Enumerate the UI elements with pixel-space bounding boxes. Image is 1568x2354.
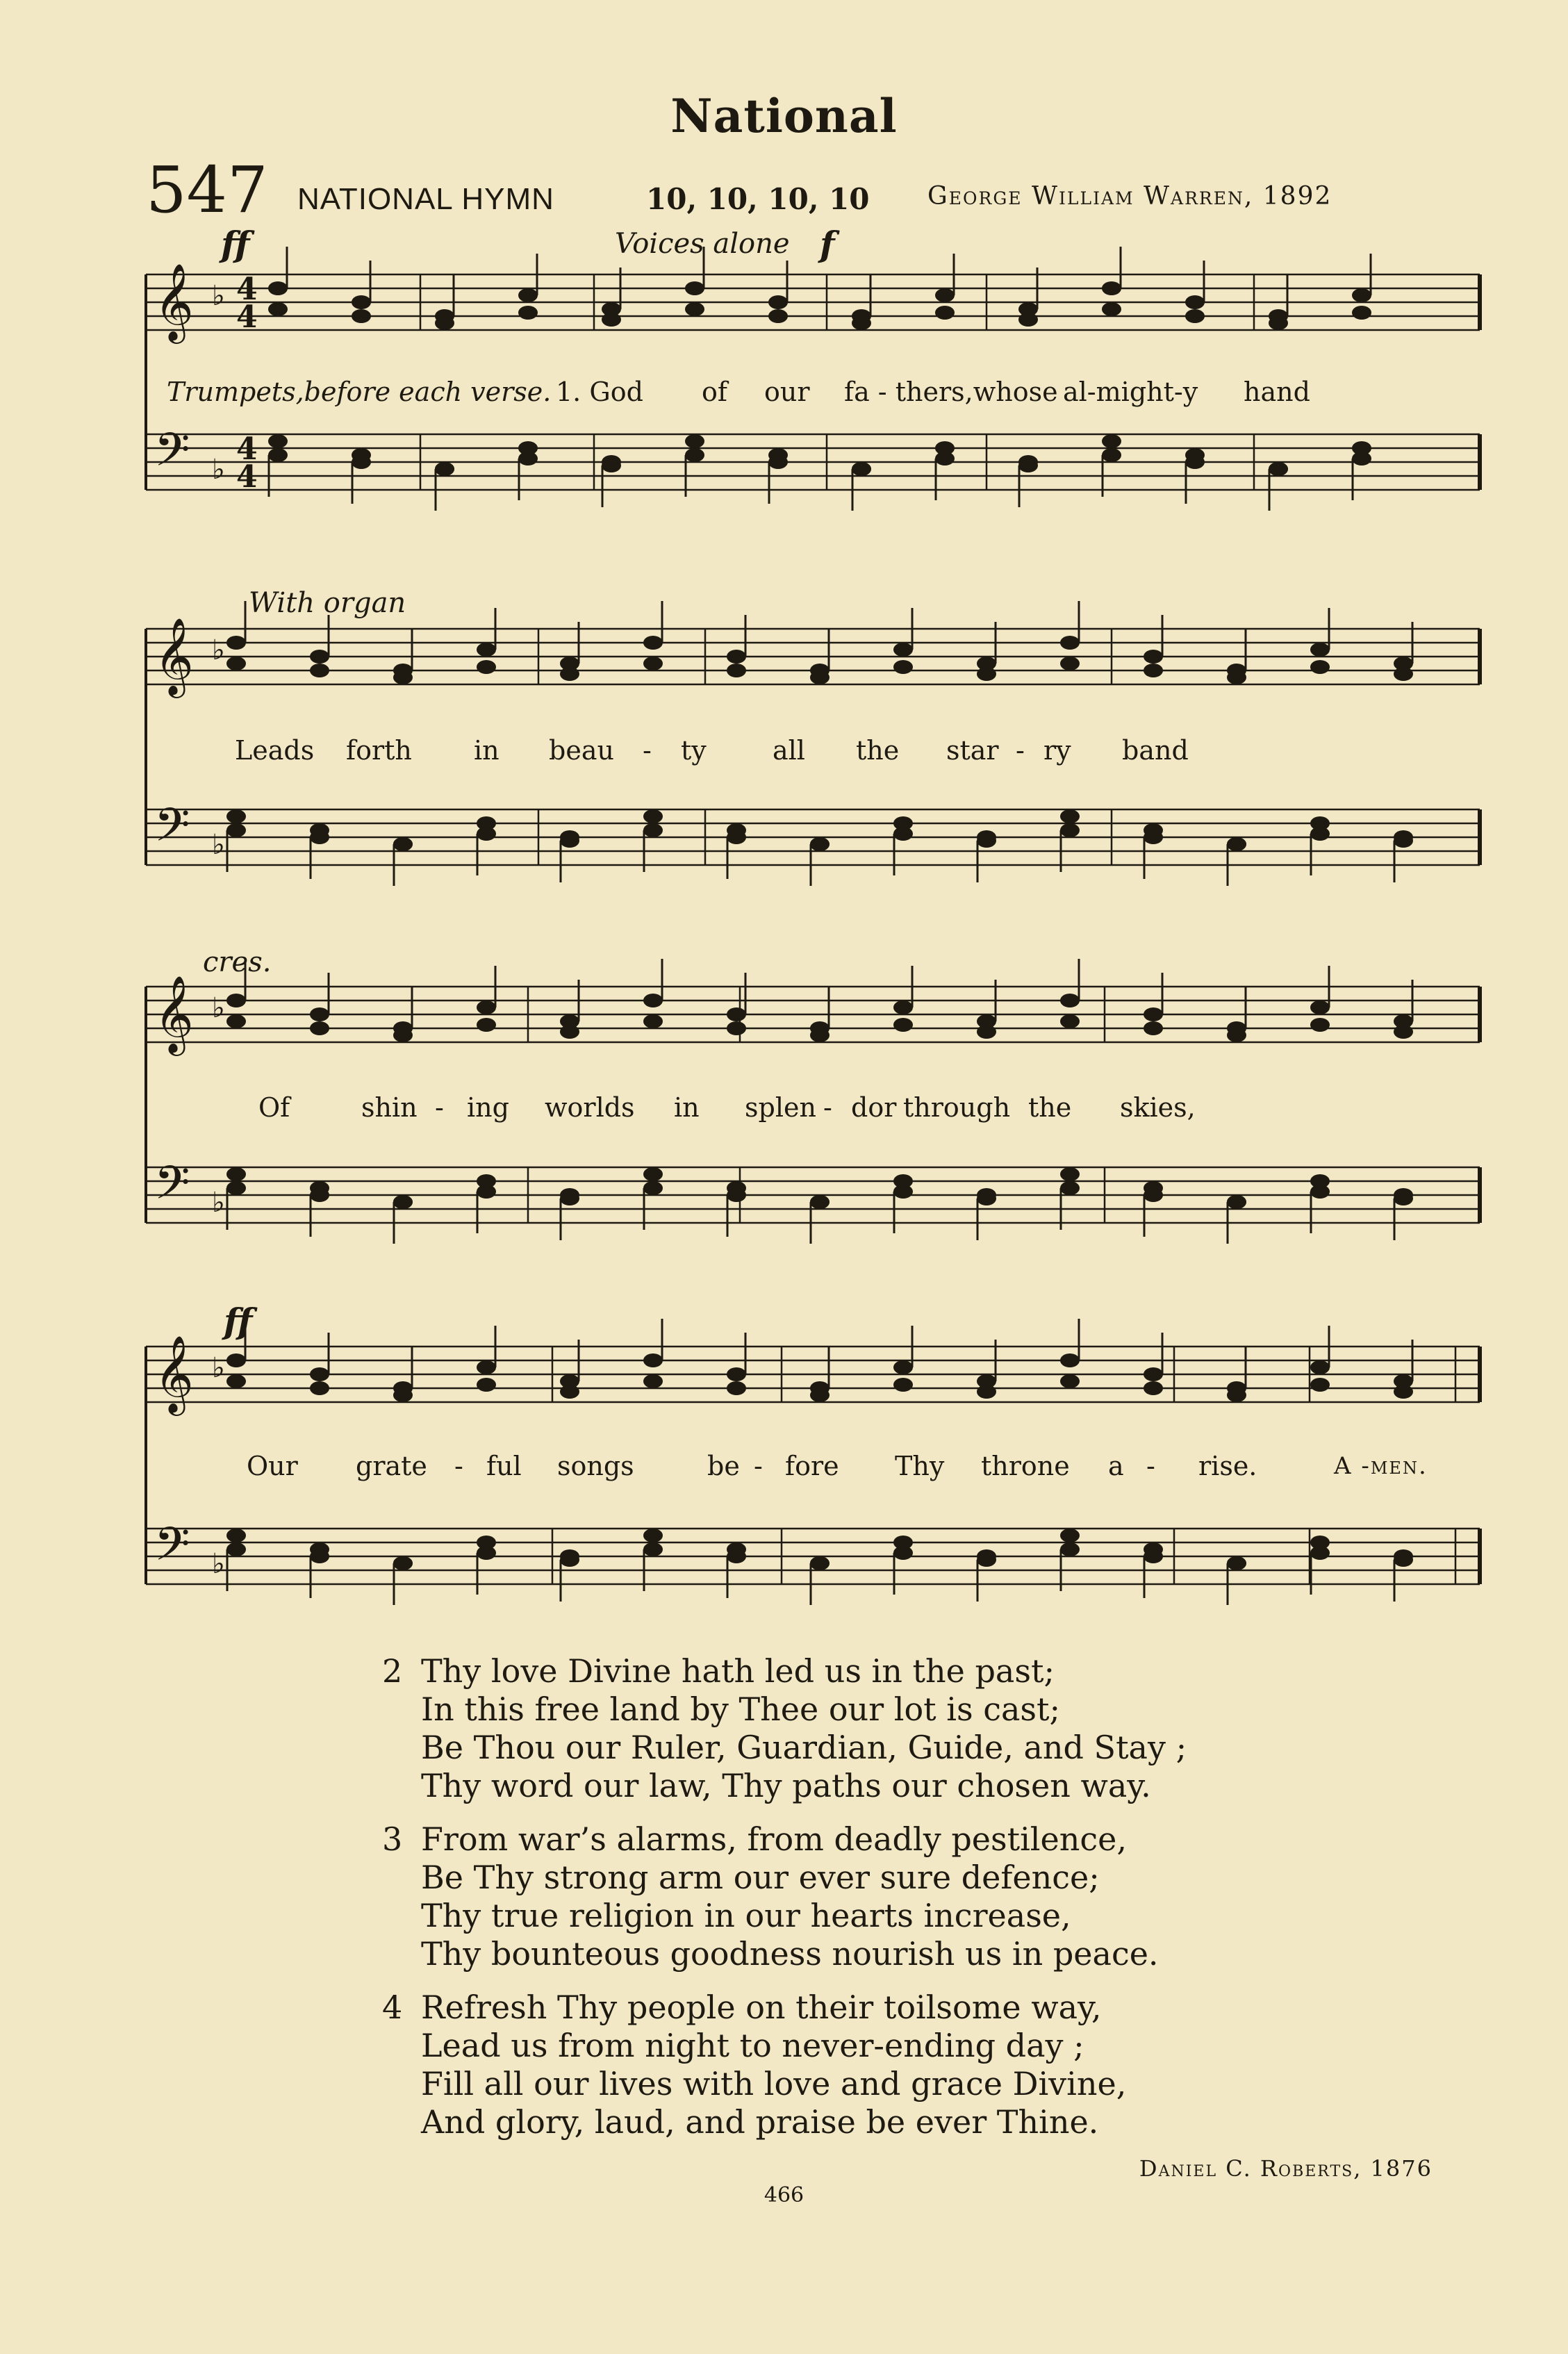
tune-name: NATIONAL HYMN bbox=[297, 182, 554, 216]
stanza-3 bbox=[382, 1820, 1187, 1973]
lyric: beau bbox=[549, 735, 614, 766]
flat-icon: ♭ bbox=[212, 280, 225, 312]
notehead bbox=[1310, 816, 1330, 830]
notehead bbox=[602, 455, 621, 469]
verse-line: Thy bounteous goodness nourish us in peace. bbox=[421, 1935, 1159, 1973]
verse-line: Lead us from night to never-ending day ; bbox=[421, 2027, 1084, 2064]
notehead bbox=[477, 1378, 496, 1392]
notehead bbox=[602, 313, 621, 327]
notehead bbox=[1310, 1378, 1330, 1392]
notehead bbox=[1352, 288, 1371, 302]
notehead bbox=[1018, 455, 1038, 469]
bass-clef-icon: 𝄢 bbox=[154, 1156, 190, 1221]
notehead bbox=[685, 434, 704, 448]
notehead bbox=[310, 1367, 329, 1381]
notehead bbox=[935, 306, 955, 320]
notehead bbox=[1060, 657, 1080, 670]
notehead bbox=[1060, 1529, 1080, 1542]
notehead bbox=[727, 1021, 746, 1035]
notehead bbox=[1060, 1181, 1080, 1195]
notehead bbox=[310, 1542, 329, 1556]
notehead bbox=[727, 1181, 746, 1195]
notehead bbox=[477, 1536, 496, 1549]
verse-line: In this free land by Thee our lot is cast; bbox=[421, 1690, 1060, 1728]
notehead bbox=[477, 643, 496, 657]
notehead bbox=[893, 1174, 913, 1188]
notehead bbox=[1060, 1014, 1080, 1028]
stanza-number: 3 bbox=[382, 1820, 403, 1858]
lyric: skies, bbox=[1120, 1092, 1196, 1123]
lyric: dor bbox=[851, 1092, 897, 1123]
notehead bbox=[977, 1188, 996, 1202]
notehead bbox=[893, 1001, 913, 1014]
flat-icon: ♭ bbox=[212, 992, 225, 1024]
lyric: worlds bbox=[545, 1092, 635, 1123]
lyric: fore bbox=[785, 1451, 839, 1481]
flat-icon: ♭ bbox=[212, 829, 225, 861]
notehead bbox=[643, 1529, 663, 1542]
notehead bbox=[852, 462, 871, 476]
notehead bbox=[226, 809, 246, 823]
flat-icon: ♭ bbox=[212, 1548, 225, 1580]
lyric: fa - thers,whose bbox=[844, 377, 1058, 407]
notehead bbox=[977, 667, 996, 681]
stanzas bbox=[382, 1652, 1187, 2157]
section-title: National bbox=[670, 89, 898, 143]
notehead bbox=[810, 1556, 830, 1570]
notehead bbox=[393, 1388, 413, 1402]
notehead bbox=[477, 1018, 496, 1032]
lyric: of bbox=[702, 377, 727, 407]
notehead bbox=[643, 1542, 663, 1556]
notehead bbox=[560, 1025, 579, 1039]
notehead bbox=[1394, 667, 1413, 681]
notehead bbox=[1144, 1542, 1163, 1556]
page-number: 466 bbox=[764, 2183, 804, 2207]
amen: A -men. bbox=[1334, 1452, 1428, 1480]
notehead bbox=[1227, 1195, 1246, 1209]
notehead bbox=[1394, 1385, 1413, 1399]
lyric: ry bbox=[1043, 735, 1071, 766]
notehead bbox=[643, 1181, 663, 1195]
notehead bbox=[560, 1385, 579, 1399]
verse-line: Be Thy strong arm our ever sure defence; bbox=[421, 1859, 1100, 1896]
notehead bbox=[643, 1374, 663, 1388]
text-author: Daniel C. Roberts, 1876 bbox=[1139, 2155, 1433, 2182]
stanza-2 bbox=[382, 1652, 1187, 1805]
notehead bbox=[893, 660, 913, 674]
notehead bbox=[226, 1542, 246, 1556]
stanza-number: 2 bbox=[382, 1652, 403, 1690]
notehead bbox=[810, 1195, 830, 1209]
trumpets-direction: Trumpets,before each verse. bbox=[167, 377, 552, 407]
notehead bbox=[893, 816, 913, 830]
notehead bbox=[1394, 1025, 1413, 1039]
lyric: - bbox=[1146, 1451, 1155, 1481]
notehead bbox=[810, 1028, 830, 1042]
notehead bbox=[1227, 670, 1246, 684]
notehead bbox=[435, 316, 454, 330]
notehead bbox=[1394, 830, 1413, 844]
composer: George William Warren, 1892 bbox=[927, 182, 1332, 211]
notehead bbox=[1310, 1001, 1330, 1014]
notehead bbox=[1060, 823, 1080, 837]
notehead bbox=[1018, 313, 1038, 327]
notehead bbox=[393, 837, 413, 851]
notehead bbox=[1310, 1536, 1330, 1549]
notehead bbox=[518, 306, 538, 320]
with-organ-direction: With organ bbox=[249, 587, 406, 619]
time-signature: 4 bbox=[236, 431, 258, 467]
notehead bbox=[1310, 1174, 1330, 1188]
flat-icon: ♭ bbox=[212, 634, 225, 666]
notehead bbox=[310, 823, 329, 837]
treble-clef-icon: 𝄞 bbox=[154, 617, 194, 695]
notehead bbox=[226, 1353, 246, 1367]
verse-line: Be Thou our Ruler, Guardian, Guide, and Stay ; bbox=[421, 1729, 1187, 1766]
lyric: songs bbox=[557, 1451, 634, 1481]
lyric: throne bbox=[981, 1451, 1070, 1481]
verse-line: And glory, laud, and praise be ever Thine. bbox=[421, 2103, 1099, 2141]
lyric: shin bbox=[361, 1092, 418, 1123]
treble-clef-icon: 𝄞 bbox=[154, 1335, 194, 1413]
notehead bbox=[560, 667, 579, 681]
notehead bbox=[727, 823, 746, 837]
notehead bbox=[1060, 994, 1080, 1007]
lyric: grate bbox=[356, 1451, 427, 1481]
notehead bbox=[435, 462, 454, 476]
notehead bbox=[1060, 1167, 1080, 1181]
notehead bbox=[977, 830, 996, 844]
lyric: Leads bbox=[235, 735, 315, 766]
notehead bbox=[727, 650, 746, 664]
notehead bbox=[310, 664, 329, 677]
notehead bbox=[1060, 1353, 1080, 1367]
notehead bbox=[1185, 448, 1205, 462]
notehead bbox=[1144, 650, 1163, 664]
notehead bbox=[727, 1007, 746, 1021]
time-signature: 4 bbox=[236, 272, 258, 307]
notehead bbox=[1144, 1007, 1163, 1021]
notehead bbox=[643, 1167, 663, 1181]
treble-clef-icon: 𝄞 bbox=[154, 975, 194, 1053]
lyric: hand bbox=[1244, 377, 1310, 407]
lyric: splen bbox=[745, 1092, 816, 1123]
notehead bbox=[810, 1388, 830, 1402]
notehead bbox=[643, 1014, 663, 1028]
treble-clef-icon: 𝄞 bbox=[154, 263, 194, 340]
flat-icon: ♭ bbox=[212, 1352, 225, 1384]
notehead bbox=[560, 830, 579, 844]
lyric: Thy bbox=[895, 1451, 945, 1481]
bass-clef-icon: 𝄢 bbox=[154, 1517, 190, 1582]
notehead bbox=[477, 816, 496, 830]
notehead bbox=[810, 837, 830, 851]
notehead bbox=[1310, 1018, 1330, 1032]
lyric: star bbox=[946, 735, 999, 766]
notehead bbox=[1102, 302, 1121, 316]
notehead bbox=[1310, 643, 1330, 657]
cres-direction: cres. bbox=[203, 946, 272, 978]
notehead bbox=[768, 309, 788, 323]
lyric: our bbox=[764, 377, 810, 407]
notehead bbox=[977, 1385, 996, 1399]
lyric: ing bbox=[467, 1092, 509, 1123]
notehead bbox=[560, 1549, 579, 1563]
notehead bbox=[393, 670, 413, 684]
notehead bbox=[643, 823, 663, 837]
notehead bbox=[226, 1014, 246, 1028]
lyric: Our bbox=[247, 1451, 298, 1481]
lyric: - bbox=[823, 1092, 832, 1123]
notehead bbox=[1102, 448, 1121, 462]
time-signature: 4 bbox=[236, 459, 258, 495]
notehead bbox=[727, 1542, 746, 1556]
notehead bbox=[226, 636, 246, 650]
bass-clef-icon: 𝄢 bbox=[154, 423, 190, 488]
hymn-number: 547 bbox=[146, 153, 268, 227]
notehead bbox=[893, 1536, 913, 1549]
notehead bbox=[1310, 1360, 1330, 1374]
dynamic-ff: ff bbox=[224, 1301, 253, 1342]
notehead bbox=[643, 994, 663, 1007]
lyric: ty bbox=[681, 735, 707, 766]
notehead bbox=[1102, 434, 1121, 448]
lyric: - bbox=[435, 1092, 444, 1123]
notehead bbox=[1310, 660, 1330, 674]
notehead bbox=[643, 1353, 663, 1367]
notehead bbox=[1144, 1381, 1163, 1395]
lyric: in bbox=[474, 735, 500, 766]
notehead bbox=[1060, 1542, 1080, 1556]
notehead bbox=[352, 295, 371, 309]
lyric: - bbox=[454, 1451, 463, 1481]
notehead bbox=[852, 316, 871, 330]
notehead bbox=[893, 1018, 913, 1032]
notehead bbox=[893, 1360, 913, 1374]
notehead bbox=[226, 1374, 246, 1388]
notehead bbox=[1102, 281, 1121, 295]
voices-alone-direction: Voices alone bbox=[615, 228, 790, 260]
notehead bbox=[935, 441, 955, 455]
notehead bbox=[1185, 309, 1205, 323]
lyric: ful bbox=[486, 1451, 522, 1481]
notehead bbox=[810, 670, 830, 684]
notehead bbox=[1227, 1556, 1246, 1570]
notehead bbox=[1144, 664, 1163, 677]
lyric: rise. bbox=[1198, 1451, 1257, 1481]
notehead bbox=[893, 643, 913, 657]
notehead bbox=[477, 1174, 496, 1188]
lyric: band bbox=[1122, 735, 1189, 766]
notehead bbox=[893, 1378, 913, 1392]
notehead bbox=[643, 657, 663, 670]
notehead bbox=[768, 448, 788, 462]
notehead bbox=[477, 1360, 496, 1374]
notehead bbox=[1394, 1549, 1413, 1563]
notehead bbox=[226, 1529, 246, 1542]
notehead bbox=[268, 448, 288, 462]
notehead bbox=[352, 309, 371, 323]
notehead bbox=[310, 1181, 329, 1195]
notehead bbox=[1185, 295, 1205, 309]
notehead bbox=[226, 823, 246, 837]
stanza-number: 4 bbox=[382, 1989, 403, 2026]
lyric: - bbox=[643, 735, 652, 766]
notehead bbox=[1060, 636, 1080, 650]
notehead bbox=[477, 660, 496, 674]
verse-line: From war’s alarms, from deadly pestilence, bbox=[421, 1820, 1127, 1858]
notehead bbox=[1227, 1388, 1246, 1402]
notehead bbox=[1144, 1367, 1163, 1381]
verse-line: Refresh Thy people on their toilsome way, bbox=[421, 1989, 1102, 2026]
lyric: al-might-y bbox=[1063, 377, 1198, 407]
flat-icon: ♭ bbox=[212, 454, 225, 486]
notehead bbox=[685, 281, 704, 295]
notehead bbox=[226, 1167, 246, 1181]
notehead bbox=[1269, 462, 1288, 476]
notehead bbox=[727, 664, 746, 677]
notehead bbox=[685, 448, 704, 462]
lyric: - bbox=[754, 1451, 763, 1481]
notehead bbox=[393, 1028, 413, 1042]
lyric: the bbox=[1028, 1092, 1072, 1123]
notehead bbox=[1060, 809, 1080, 823]
notehead bbox=[268, 281, 288, 295]
notehead bbox=[1394, 1188, 1413, 1202]
flat-icon: ♭ bbox=[212, 1187, 225, 1219]
notehead bbox=[643, 809, 663, 823]
notehead bbox=[393, 1195, 413, 1209]
notehead bbox=[268, 302, 288, 316]
lyric: in bbox=[674, 1092, 700, 1123]
dynamic-ff: ff bbox=[221, 224, 250, 265]
lyric: through bbox=[903, 1092, 1011, 1123]
notehead bbox=[560, 1188, 579, 1202]
notehead bbox=[1352, 441, 1371, 455]
notehead bbox=[310, 1021, 329, 1035]
lyric: 1. God bbox=[556, 377, 643, 407]
notehead bbox=[935, 288, 955, 302]
notehead bbox=[977, 1549, 996, 1563]
lyric: a bbox=[1108, 1451, 1124, 1481]
notehead bbox=[1144, 1021, 1163, 1035]
notehead bbox=[643, 636, 663, 650]
notehead bbox=[310, 1381, 329, 1395]
notehead bbox=[685, 302, 704, 316]
verse-line: Thy love Divine hath led us in the past; bbox=[421, 1652, 1055, 1690]
notehead bbox=[477, 1001, 496, 1014]
notehead bbox=[518, 288, 538, 302]
notehead bbox=[1269, 316, 1288, 330]
verse-line: Fill all our lives with love and grace Divine, bbox=[421, 2065, 1127, 2102]
stanza-4 bbox=[382, 1989, 1187, 2141]
notehead bbox=[977, 1025, 996, 1039]
lyric: forth bbox=[346, 735, 412, 766]
verse-line: Thy word our law, Thy paths our chosen way. bbox=[421, 1767, 1151, 1804]
notehead bbox=[268, 434, 288, 448]
lyric: be bbox=[707, 1451, 740, 1481]
notehead bbox=[1144, 1181, 1163, 1195]
notehead bbox=[226, 994, 246, 1007]
notehead bbox=[727, 1367, 746, 1381]
notehead bbox=[226, 1181, 246, 1195]
bass-clef-icon: 𝄢 bbox=[154, 798, 190, 863]
lyric: all bbox=[773, 735, 805, 766]
notehead bbox=[1060, 1374, 1080, 1388]
notehead bbox=[518, 441, 538, 455]
time-signature: 4 bbox=[236, 299, 258, 335]
notehead bbox=[727, 1381, 746, 1395]
dynamic-f: f bbox=[820, 224, 835, 265]
notehead bbox=[1227, 1028, 1246, 1042]
notehead bbox=[768, 295, 788, 309]
lyric: Of bbox=[258, 1092, 290, 1123]
notehead bbox=[1352, 306, 1371, 320]
notehead bbox=[1227, 837, 1246, 851]
notehead bbox=[1144, 823, 1163, 837]
notehead bbox=[352, 448, 371, 462]
verse-line: Thy true religion in our hearts increase, bbox=[421, 1897, 1071, 1934]
notehead bbox=[310, 1007, 329, 1021]
meter: 10, 10, 10, 10 bbox=[646, 182, 870, 216]
lyric: the bbox=[856, 735, 900, 766]
notehead bbox=[226, 657, 246, 670]
notehead bbox=[310, 650, 329, 664]
lyric: - bbox=[1016, 735, 1025, 766]
notehead bbox=[393, 1556, 413, 1570]
